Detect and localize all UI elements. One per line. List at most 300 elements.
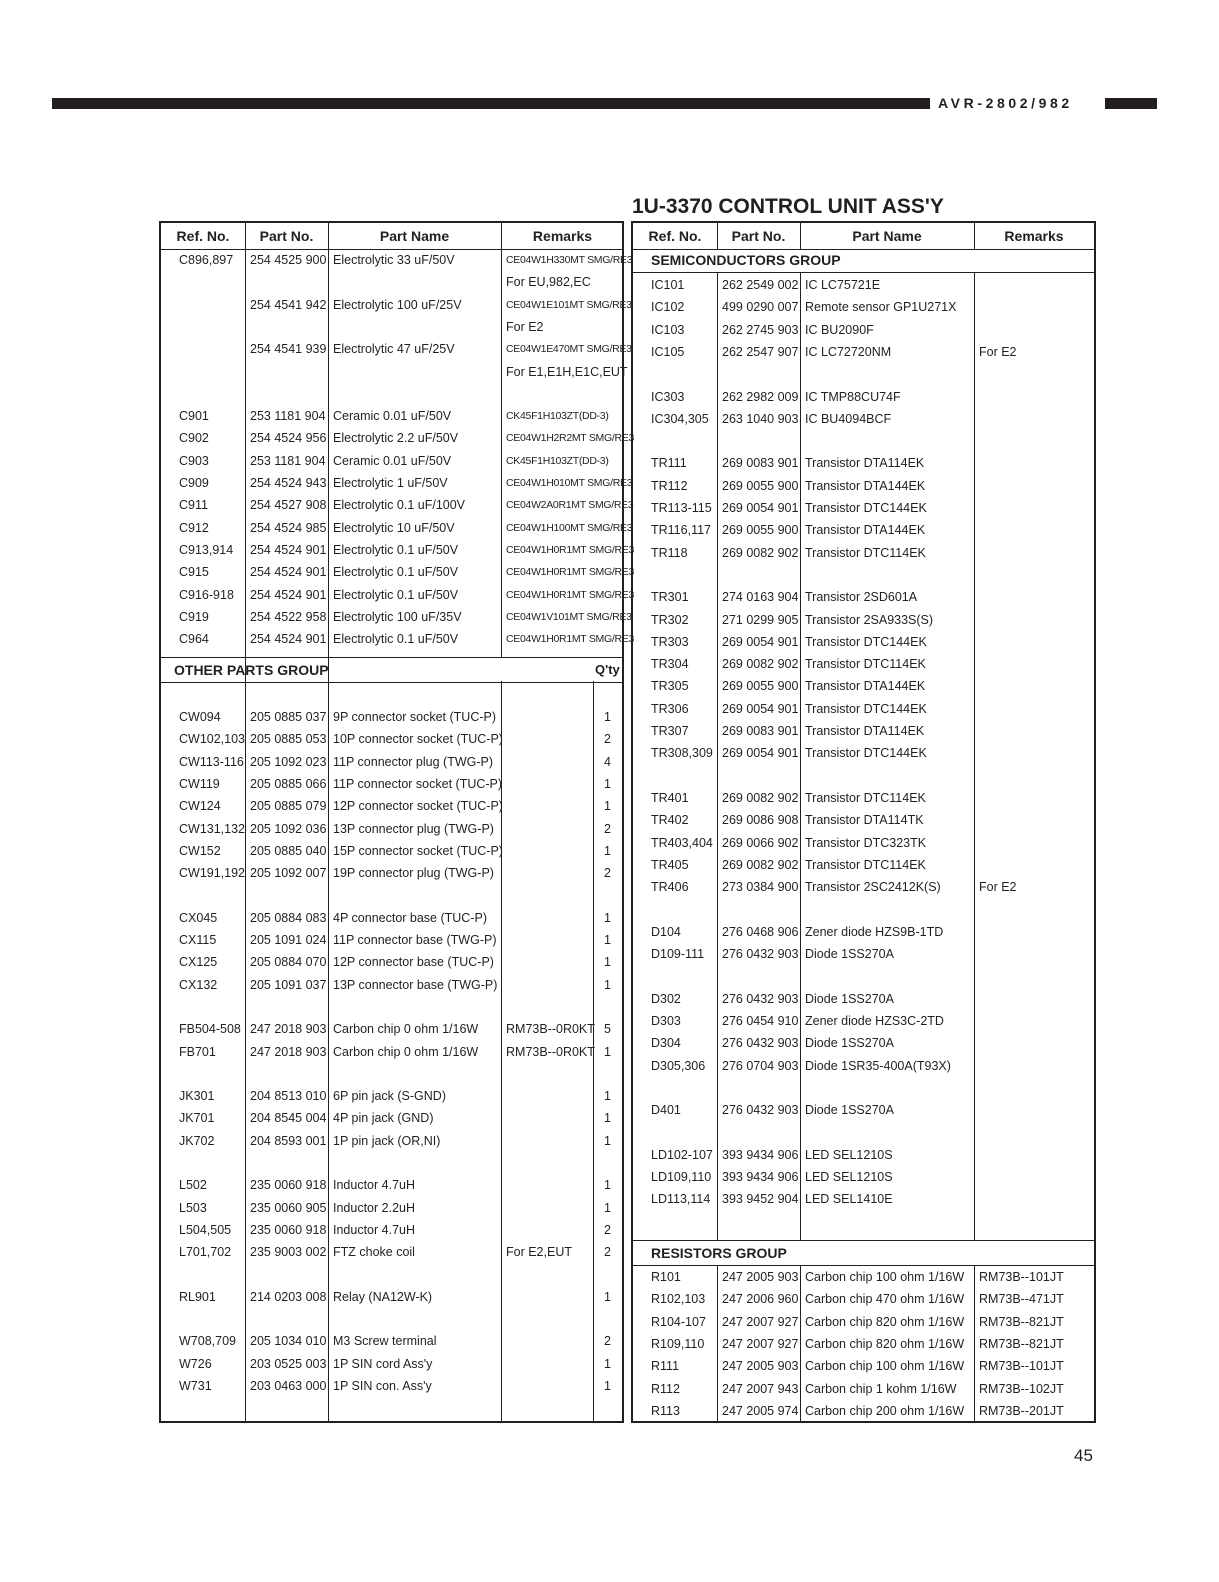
part-no-cell: 262 2982 009 — [722, 389, 799, 404]
qty-cell: 1 — [604, 776, 611, 791]
table-row — [161, 517, 633, 539]
part-no-cell: 271 0299 905 — [722, 612, 799, 627]
table-row — [161, 1353, 622, 1375]
table-row — [633, 675, 1094, 697]
ref-cell: R113 — [651, 1403, 680, 1418]
ref-cell: CX045 — [179, 910, 218, 925]
part-name-cell: Electrolytic 1 uF/50V — [333, 476, 448, 490]
qty-cell: 4 — [604, 754, 611, 769]
part-name-cell: Transistor 2SA933S(S) — [805, 612, 934, 627]
ref-cell: C964 — [179, 632, 209, 647]
table-row — [161, 728, 622, 750]
remarks-cell: For E2 — [506, 319, 544, 334]
table-row — [161, 316, 622, 338]
ref-cell: TR305 — [651, 679, 689, 694]
ref-cell: CX125 — [179, 955, 218, 970]
remarks-cell: CK45F1H103ZT(DD-3) — [506, 410, 609, 423]
part-name-cell: Carbon chip 820 ohm 1/16W — [805, 1314, 965, 1329]
table-row — [161, 584, 635, 606]
table-row — [633, 1077, 1094, 1099]
part-no-cell: 247 2005 903 — [722, 1359, 799, 1374]
part-no-cell: 205 1092 036 — [250, 821, 327, 836]
ref-cell: TR307 — [651, 724, 689, 738]
ref-cell: TR111 — [651, 456, 687, 471]
ref-cell: LD113,114 — [651, 1192, 711, 1207]
remarks-cell: CE04W1H100MT SMG/RE3 — [506, 521, 633, 534]
part-no-cell: 269 0082 902 — [722, 657, 799, 672]
ref-cell: D302 — [651, 991, 681, 1006]
part-no-cell: 269 0083 901 — [722, 724, 799, 738]
remarks-cell: RM73B--0R0KT — [506, 1044, 595, 1059]
part-name-cell: Inductor 2.2uH — [333, 1200, 415, 1215]
qty-cell: 1 — [604, 1379, 611, 1393]
table-row — [161, 1241, 622, 1263]
part-name-cell: Carbon chip 100 ohm 1/16W — [805, 1270, 965, 1284]
table-row — [161, 1063, 622, 1085]
qty-cell: 1 — [604, 1111, 611, 1126]
table-row — [161, 472, 633, 494]
part-name-cell: 13P connector base (TWG-P) — [333, 977, 498, 992]
ref-cell: W731 — [179, 1379, 212, 1393]
part-name-cell: 4P pin jack (GND) — [333, 1111, 434, 1126]
remarks-cell: RM73B--821JT — [979, 1314, 1064, 1329]
ref-cell: D104 — [651, 924, 681, 939]
part-name-cell: M3 Screw terminal — [333, 1334, 437, 1349]
ref-cell: C911 — [179, 498, 208, 513]
ref-cell: RL901 — [179, 1289, 216, 1304]
part-name-cell: LED SEL1210S — [805, 1170, 893, 1184]
part-name-cell: Electrolytic 0.1 uF/50V — [333, 587, 459, 602]
part-name-cell: 6P pin jack (S-GND) — [333, 1089, 446, 1104]
part-name-cell: 11P connector plug (TWG-P) — [333, 754, 494, 769]
part-name-cell: Ceramic 0.01 uF/50V — [333, 453, 452, 468]
ref-cell: LD102-107 — [651, 1147, 713, 1162]
qty-cell: 2 — [604, 732, 611, 747]
qty-cell: 1 — [604, 843, 611, 858]
group-divider — [161, 682, 622, 683]
ref-cell: CW094 — [179, 710, 221, 724]
part-name-cell: Transistor 2SD601A — [805, 590, 918, 605]
table-row — [161, 628, 635, 650]
part-name-cell: Relay (NA12W-K) — [333, 1289, 433, 1304]
table-row — [633, 1055, 1094, 1077]
ref-cell: C902 — [179, 431, 209, 446]
part-name-cell: Transistor DTA144EK — [805, 523, 926, 538]
remarks-cell: RM73B--101JT — [979, 1359, 1064, 1374]
part-name-cell: 15P connector socket (TUC-P) — [333, 843, 503, 858]
page-number: 45 — [1074, 1446, 1093, 1465]
table-row — [161, 1130, 622, 1152]
table-row — [161, 294, 632, 316]
remarks-cell: RM73B--101JT — [979, 1270, 1064, 1284]
remarks-cell: CE04W2A0R1MT SMG/RE3 — [506, 499, 634, 512]
part-no-cell: 263 1040 903 — [722, 411, 799, 426]
col-header-remarks: Remarks — [1004, 228, 1064, 244]
ref-cell: R101 — [651, 1270, 681, 1284]
remarks-cell: For EU,982,EC — [506, 275, 591, 290]
ref-cell: D305,306 — [651, 1058, 706, 1073]
qty-cell: 1 — [604, 710, 611, 724]
header-rule-right — [1105, 98, 1157, 109]
remarks-cell: RM73B--201JT — [979, 1403, 1064, 1418]
part-name-cell: Electrolytic 0.1 uF/50V — [333, 632, 459, 647]
ref-cell: L504,505 — [179, 1222, 232, 1237]
group-title-other-parts: OTHER PARTS GROUP — [174, 662, 329, 678]
ref-cell: IC304,305 — [651, 411, 709, 426]
qty-cell: 1 — [604, 799, 611, 814]
group-divider — [161, 657, 622, 658]
part-no-cell: 254 4524 943 — [250, 476, 327, 490]
table-row — [161, 1286, 622, 1308]
col-header-ref: Ref. No. — [648, 228, 702, 244]
ref-cell: FB504-508 — [179, 1022, 241, 1037]
part-name-cell: Transistor DTC144EK — [805, 701, 927, 716]
ref-cell: R109,110 — [651, 1336, 705, 1351]
table-row — [633, 742, 1094, 764]
col-header-name: Part Name — [379, 228, 450, 244]
ref-cell: C896,897 — [179, 253, 234, 267]
ref-cell: TR113-115 — [651, 501, 712, 515]
part-name-cell: Transistor DTC114EK — [805, 790, 926, 805]
ref-cell: C919 — [179, 609, 209, 624]
table-row — [633, 787, 1094, 809]
part-name-cell: 1P pin jack (OR,NI) — [333, 1133, 441, 1148]
qty-cell: 1 — [604, 910, 611, 925]
ref-cell: CW131,132 — [179, 821, 246, 836]
remarks-cell: CE04W1H0R1MT SMG/RE3 — [506, 633, 635, 646]
table-row — [633, 653, 1094, 675]
table-row — [161, 996, 622, 1018]
table-row — [161, 249, 633, 271]
part-no-cell: 269 0054 901 — [722, 501, 799, 515]
part-no-cell: 203 0525 003 — [250, 1356, 327, 1371]
part-name-cell: Carbon chip 100 ohm 1/16W — [805, 1359, 965, 1374]
ref-cell: TR304 — [651, 657, 689, 672]
table-row — [633, 1333, 1094, 1355]
ref-cell: D304 — [651, 1036, 681, 1051]
part-no-cell: 276 0432 903 — [722, 947, 799, 961]
table-row — [161, 1041, 622, 1063]
table-row — [161, 1308, 622, 1330]
part-name-cell: 11P connector base (TWG-P) — [333, 933, 497, 947]
remarks-cell: For E1,E1H,E1C,EUT — [506, 364, 628, 379]
part-no-cell: 235 9003 002 — [250, 1245, 327, 1260]
part-no-cell: 247 2018 903 — [250, 1044, 327, 1059]
table-row — [633, 988, 1094, 1010]
remarks-cell: CE04W1H330MT SMG/RE3 — [506, 254, 633, 266]
part-no-cell: 205 1091 024 — [250, 933, 327, 947]
part-no-cell: 205 1034 010 — [250, 1334, 327, 1349]
remarks-cell: CE04W1H0R1MT SMG/RE3 — [506, 566, 635, 579]
table-row — [633, 1288, 1094, 1310]
left-parts-table — [159, 221, 635, 1423]
table-row — [161, 1197, 622, 1219]
remarks-cell: CE04W1E470MT SMG/RE3 — [506, 343, 632, 356]
part-name-cell: IC BU2090F — [805, 322, 874, 337]
table-row — [633, 1032, 1094, 1054]
part-no-cell: 205 0885 037 — [250, 710, 327, 724]
part-name-cell: IC TMP88CU74F — [805, 389, 901, 404]
part-no-cell: 247 2005 974 — [722, 1403, 799, 1418]
part-name-cell: Carbon chip 0 ohm 1/16W — [333, 1022, 479, 1037]
ref-cell: W726 — [179, 1356, 212, 1371]
part-no-cell: 254 4524 901 — [250, 587, 327, 602]
table-row — [633, 1099, 1094, 1121]
part-no-cell: 262 2547 907 — [722, 344, 799, 359]
part-no-cell: 276 0454 910 — [722, 1013, 799, 1028]
col-header-name: Part Name — [852, 228, 922, 244]
part-name-cell: Diode 1SS270A — [805, 1103, 894, 1118]
table-row — [161, 271, 622, 293]
remarks-cell: CE04W1H0R1MT SMG/RE3 — [506, 588, 635, 601]
part-name-cell: Transistor 2SC2412K(S) — [805, 880, 941, 895]
part-no-cell: 393 9452 904 — [722, 1192, 799, 1207]
part-no-cell: 247 2018 903 — [250, 1022, 327, 1037]
page-title: 1U-3370 CONTROL UNIT ASS'Y — [632, 195, 944, 218]
table-row — [161, 773, 622, 795]
table-row — [161, 494, 634, 516]
ref-cell: C903 — [179, 453, 209, 468]
col-header-remarks: Remarks — [532, 228, 593, 244]
part-name-cell: Inductor 4.7uH — [333, 1178, 415, 1193]
ref-cell: TR303 — [651, 634, 689, 649]
part-no-cell: 235 0060 905 — [250, 1200, 327, 1215]
ref-cell: CW191,192 — [179, 866, 246, 881]
remarks-cell: CK45F1H103ZT(DD-3) — [506, 454, 609, 467]
part-name-cell: Transistor DTC144EK — [805, 634, 927, 649]
table-row — [161, 539, 635, 561]
ref-cell: JK702 — [179, 1133, 215, 1148]
part-name-cell: Diode 1SS270A — [805, 991, 894, 1006]
table-row — [161, 1219, 622, 1241]
table-row — [633, 1355, 1094, 1377]
part-no-cell: 269 0082 902 — [722, 857, 799, 872]
ref-cell: D401 — [651, 1103, 681, 1118]
part-name-cell: 10P connector socket (TUC-P) — [333, 732, 503, 747]
part-name-cell: Transistor DTC144EK — [805, 746, 927, 761]
part-no-cell: 253 1181 904 — [250, 409, 326, 424]
part-no-cell: 204 8545 004 — [250, 1111, 327, 1126]
table-row — [633, 921, 1094, 943]
table-row — [633, 765, 1094, 787]
part-name-cell: Zener diode HZS3C-2TD — [805, 1013, 944, 1028]
ref-cell: TR405 — [651, 857, 689, 872]
table-row — [161, 884, 622, 906]
table-row — [161, 1174, 622, 1196]
ref-cell: CX115 — [179, 933, 217, 947]
part-name-cell: 12P connector base (TUC-P) — [333, 955, 494, 970]
qty-cell: 2 — [604, 866, 611, 881]
table-row — [633, 698, 1094, 720]
part-no-cell: 269 0066 902 — [722, 835, 799, 850]
table-row — [161, 450, 622, 472]
table-row — [161, 1152, 622, 1174]
part-no-cell: 254 4527 908 — [250, 498, 327, 513]
part-name-cell: IC BU4094BCF — [805, 411, 892, 426]
remarks-cell: RM73B--471JT — [979, 1292, 1064, 1307]
qty-cell: 2 — [604, 1222, 611, 1237]
ref-cell: TR308,309 — [651, 746, 713, 761]
table-row — [633, 542, 1094, 564]
group-title-resistors: RESISTORS GROUP — [651, 1245, 787, 1261]
table-row — [161, 706, 622, 728]
part-name-cell: Diode 1SS270A — [805, 1036, 894, 1051]
ref-cell: R104-107 — [651, 1314, 706, 1329]
part-no-cell: 235 0060 918 — [250, 1222, 327, 1237]
table-row — [633, 1166, 1094, 1188]
table-row — [633, 564, 1094, 586]
part-no-cell: 269 0054 901 — [722, 746, 799, 761]
table-row — [161, 383, 622, 405]
part-no-cell: 205 0884 070 — [250, 955, 327, 970]
table-row — [633, 1378, 1094, 1400]
table-row — [633, 363, 1094, 385]
part-no-cell: 247 2007 927 — [722, 1336, 799, 1351]
ref-cell: TR406 — [651, 880, 689, 895]
part-no-cell: 276 0432 903 — [722, 1103, 799, 1118]
table-row — [633, 430, 1094, 452]
qty-cell: 1 — [604, 1200, 611, 1215]
part-name-cell: 19P connector plug (TWG-P) — [333, 866, 494, 881]
table-row — [633, 452, 1094, 474]
part-name-cell: IC LC72720NM — [805, 344, 892, 359]
model-number: AVR-2802/982 — [938, 95, 1073, 111]
qty-cell: 2 — [604, 821, 611, 836]
ref-cell: C913,914 — [179, 542, 234, 557]
table-row — [161, 929, 622, 951]
table-row — [633, 386, 1094, 408]
ref-cell: TR306 — [651, 701, 689, 716]
qty-cell: 1 — [604, 1289, 611, 1304]
qty-cell: 1 — [604, 1178, 611, 1193]
part-no-cell: 262 2745 903 — [722, 322, 799, 337]
qty-cell: 5 — [604, 1022, 611, 1037]
ref-cell: R111 — [651, 1359, 680, 1374]
part-no-cell: 254 4522 958 — [250, 609, 327, 624]
ref-cell: IC103 — [651, 322, 685, 337]
qty-cell: 2 — [604, 1334, 611, 1349]
part-no-cell: 276 0704 903 — [722, 1058, 799, 1073]
table-row — [633, 586, 1094, 608]
table-row — [633, 943, 1094, 965]
remarks-cell: RM73B--0R0KT — [506, 1022, 595, 1037]
part-no-cell: 247 2007 943 — [722, 1381, 799, 1396]
table-row — [633, 475, 1094, 497]
part-no-cell: 254 4524 901 — [250, 542, 327, 557]
table-row — [633, 1400, 1094, 1422]
part-no-cell: 269 0055 900 — [722, 523, 799, 538]
ref-cell: TR301 — [651, 590, 689, 605]
part-no-cell: 393 9434 906 — [722, 1147, 799, 1162]
ref-cell: CW102,103 — [179, 732, 246, 747]
table-row — [161, 427, 635, 449]
part-no-cell: 269 0083 901 — [722, 456, 799, 471]
part-name-cell: Transistor DTA144EK — [805, 679, 926, 694]
table-row — [161, 1375, 622, 1397]
part-name-cell: Electrolytic 0.1 uF/50V — [333, 565, 459, 580]
table-row — [633, 1144, 1094, 1166]
ref-cell: L502 — [179, 1178, 207, 1193]
table-row — [161, 606, 632, 628]
part-no-cell: 276 0432 903 — [722, 1036, 799, 1051]
ref-cell: TR403,404 — [651, 835, 713, 850]
table-row — [161, 862, 622, 884]
remarks-cell: CE04W1H2R2MT SMG/RE3 — [506, 432, 635, 445]
part-no-cell: 205 0884 083 — [250, 910, 327, 925]
ref-cell: IC105 — [651, 344, 685, 359]
col-header-qty: Q'ty — [595, 662, 620, 677]
table-row — [161, 818, 622, 840]
part-name-cell: Electrolytic 100 uF/35V — [333, 609, 462, 624]
part-no-cell: 205 0885 040 — [250, 843, 327, 858]
remarks-cell: CE04W1H010MT SMG/RE3 — [506, 477, 633, 489]
ref-cell: TR112 — [651, 478, 688, 493]
remarks-cell: For E2 — [979, 344, 1017, 359]
table-row — [161, 1018, 622, 1040]
ref-cell: CX132 — [179, 977, 218, 992]
remarks-cell: For E2 — [979, 880, 1017, 895]
header-rule-left — [52, 98, 930, 109]
part-no-cell: 253 1181 904 — [250, 453, 326, 468]
qty-cell: 1 — [604, 977, 611, 992]
part-no-cell: 205 0885 079 — [250, 799, 327, 814]
ref-cell: IC102 — [651, 300, 685, 315]
part-name-cell: Zener diode HZS9B-1TD — [805, 924, 944, 939]
ref-cell: CW124 — [179, 799, 221, 814]
part-no-cell: 205 0885 053 — [250, 732, 327, 747]
part-no-cell: 276 0432 903 — [722, 991, 799, 1006]
ref-cell: C901 — [179, 409, 209, 424]
table-row — [633, 408, 1094, 430]
part-no-cell: 269 0054 901 — [722, 701, 799, 716]
part-name-cell: Transistor DTA114EK — [805, 456, 925, 471]
table-row — [633, 965, 1094, 987]
table-row — [161, 1107, 622, 1129]
ref-cell: JK301 — [179, 1089, 215, 1104]
ref-cell: R102,103 — [651, 1292, 706, 1307]
part-name-cell: Transistor DTC144EK — [805, 501, 927, 515]
ref-cell: TR118 — [651, 545, 688, 560]
ref-cell: D303 — [651, 1013, 681, 1028]
col-header-part: Part No. — [731, 228, 786, 244]
part-name-cell: Carbon chip 200 ohm 1/16W — [805, 1403, 965, 1418]
table-row — [633, 876, 1094, 898]
group-divider — [633, 272, 1094, 273]
ref-cell: CW113-116 — [179, 754, 244, 769]
part-name-cell: Transistor DTC114EK — [805, 545, 926, 560]
part-no-cell: 205 0885 066 — [250, 776, 327, 791]
part-no-cell: 247 2007 927 — [722, 1314, 799, 1329]
ref-cell: JK701 — [179, 1111, 215, 1126]
ref-cell: TR302 — [651, 612, 689, 627]
qty-cell: 1 — [604, 955, 611, 970]
part-name-cell: 1P SIN cord Ass'y — [333, 1356, 433, 1371]
ref-cell: C912 — [179, 520, 209, 535]
ref-cell: W708,709 — [179, 1334, 236, 1349]
table-row — [633, 1188, 1094, 1210]
part-no-cell: 203 0463 000 — [250, 1379, 327, 1393]
ref-cell: IC101 — [651, 278, 685, 292]
table-row — [161, 361, 628, 383]
part-no-cell: 247 2005 903 — [722, 1270, 799, 1284]
part-name-cell: Diode 1SS270A — [805, 947, 894, 961]
ref-cell: C909 — [179, 476, 209, 490]
part-no-cell: 254 4524 956 — [250, 431, 327, 446]
part-name-cell: Carbon chip 0 ohm 1/16W — [333, 1044, 479, 1059]
part-name-cell: IC LC75721E — [805, 278, 881, 292]
group-title-semiconductors: SEMICONDUCTORS GROUP — [651, 252, 841, 268]
part-name-cell: 13P connector plug (TWG-P) — [333, 821, 494, 836]
